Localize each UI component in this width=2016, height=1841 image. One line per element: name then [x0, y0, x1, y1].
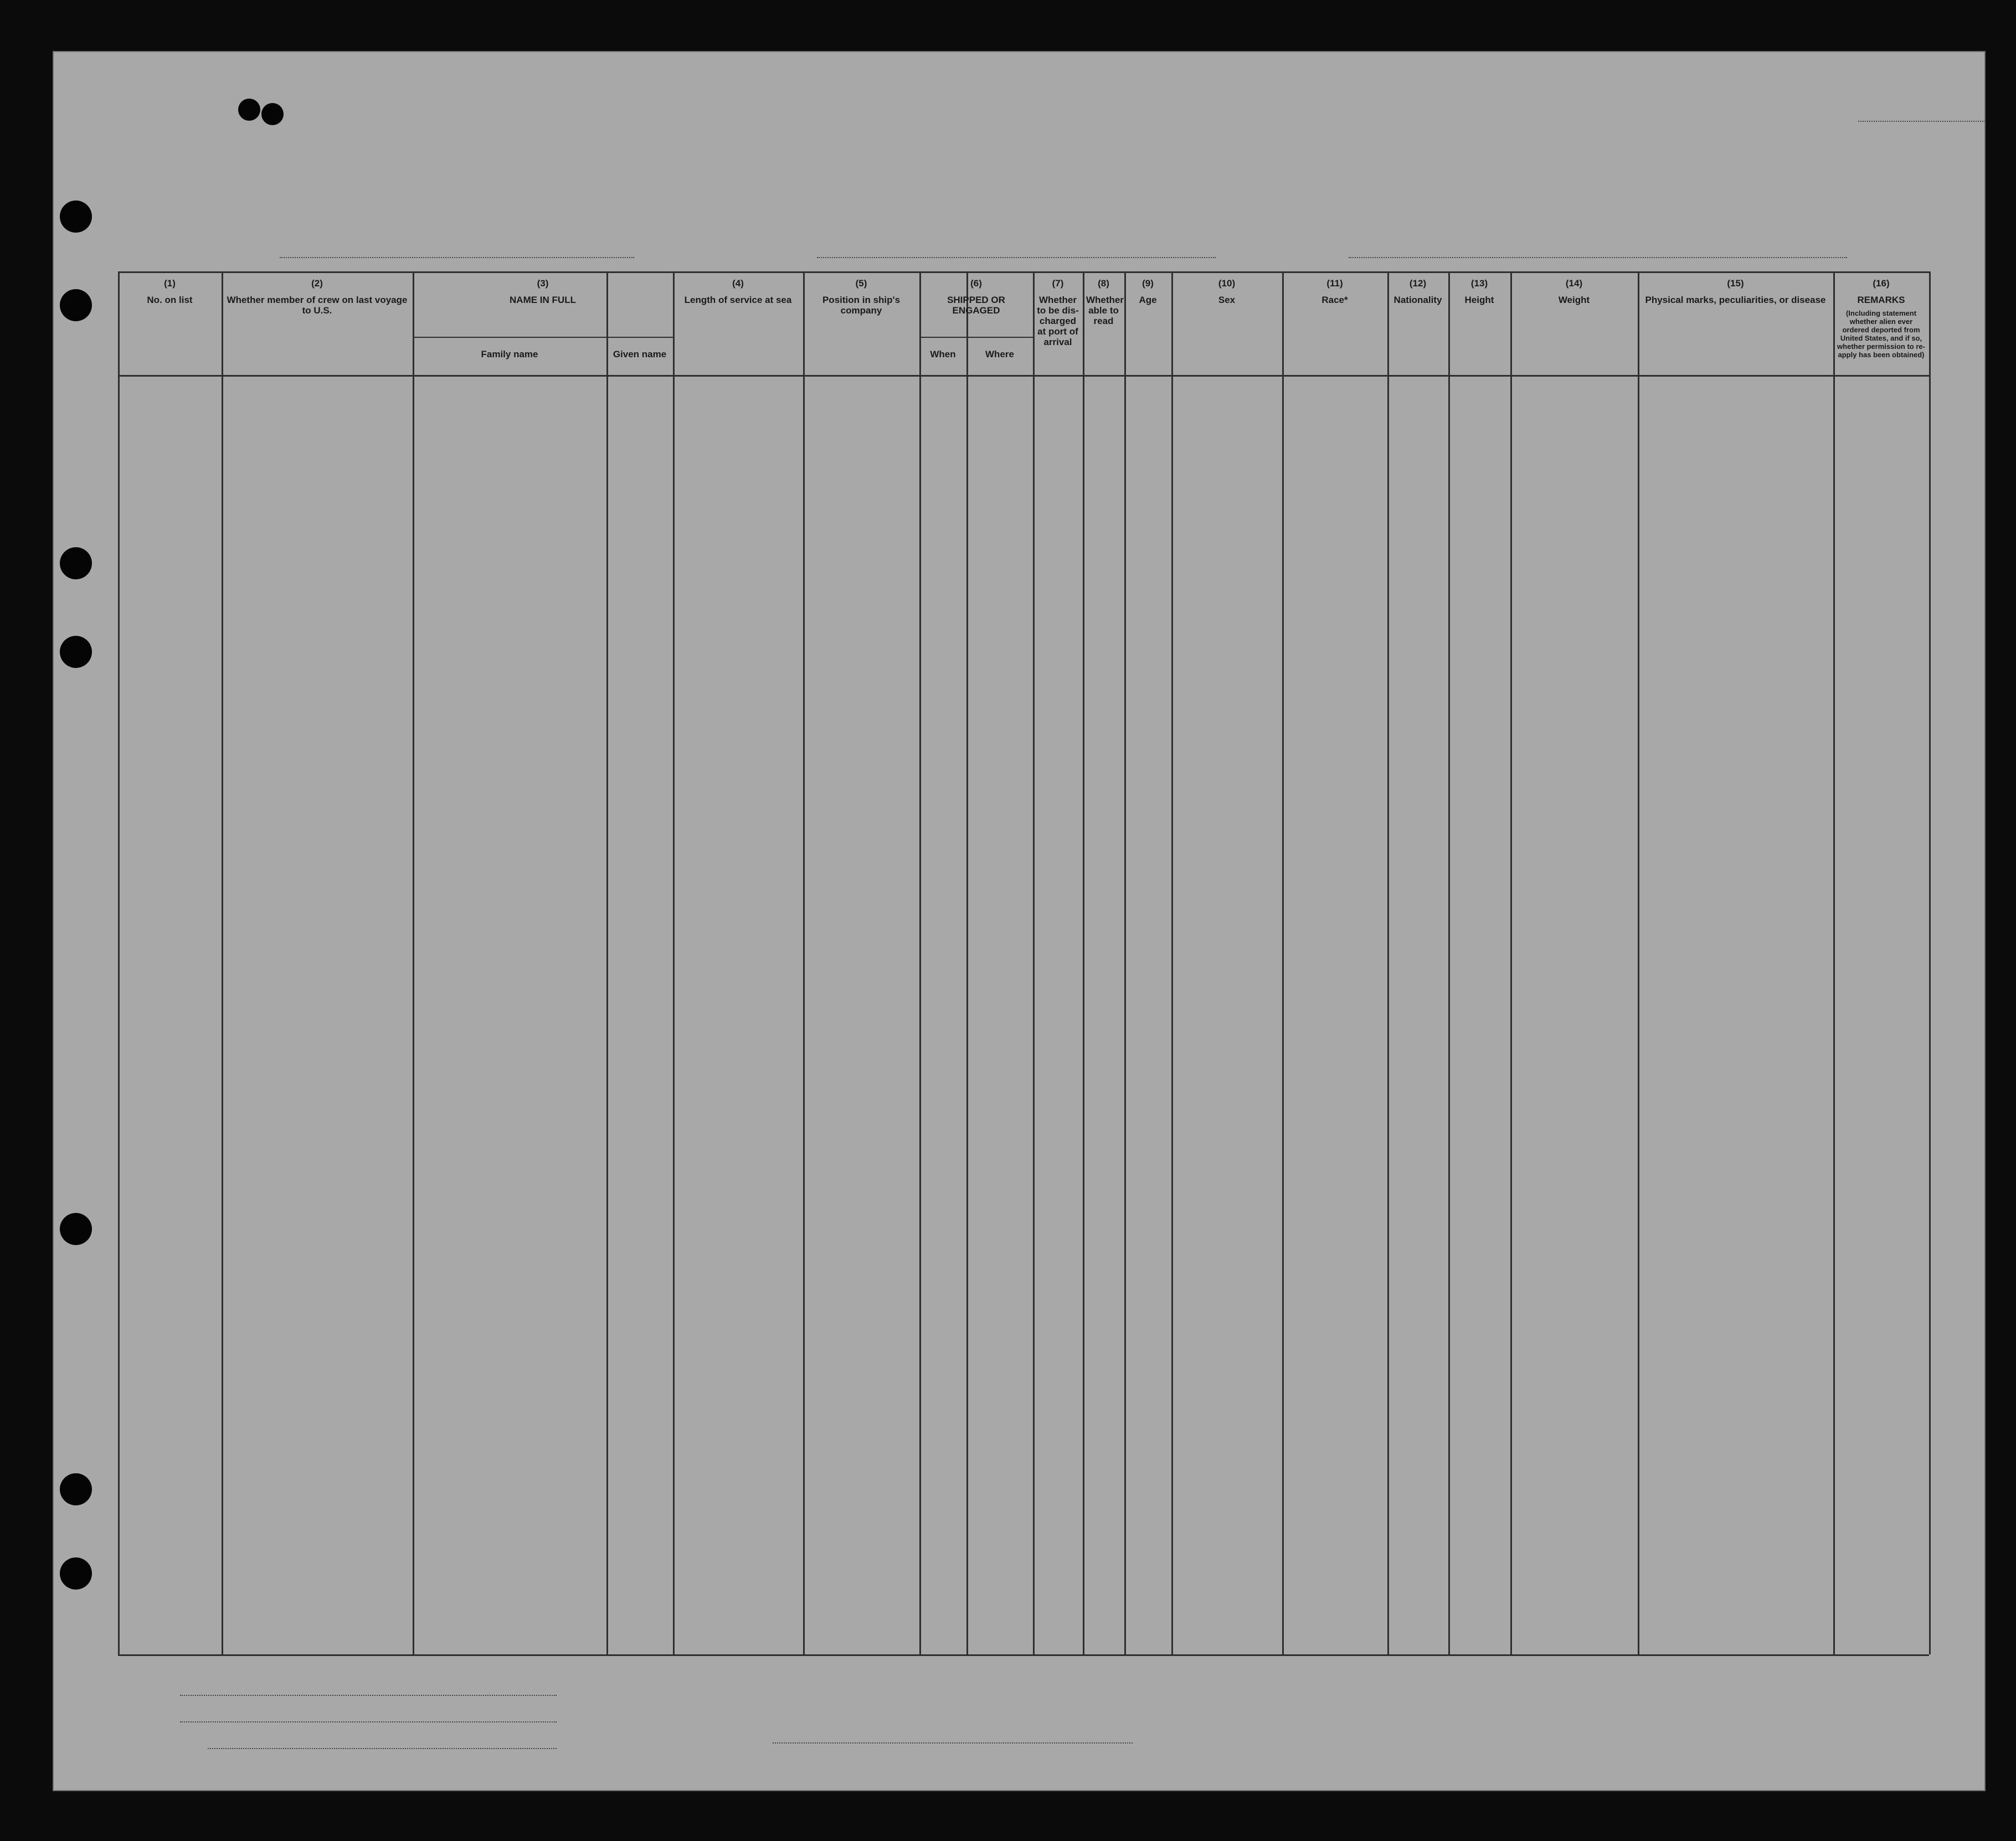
column-number: (10): [1218, 278, 1236, 289]
column-header: Nationality: [1393, 295, 1442, 305]
binder-hole: [60, 1473, 92, 1505]
agents-rule: [208, 1748, 557, 1749]
column-number: (1): [164, 278, 176, 289]
signature-rule: [773, 1742, 1133, 1744]
port-line: [817, 257, 1216, 258]
binder-hole: [60, 289, 92, 321]
column-rule: [803, 271, 805, 1654]
column-header: Height: [1464, 295, 1494, 305]
column-subheader: Where: [985, 349, 1014, 359]
line-rule: [180, 1695, 557, 1696]
sheet-no-line: [1858, 121, 1986, 122]
column-rule: [118, 271, 120, 1654]
column-header: Whether able to read: [1086, 295, 1124, 326]
subheader-rule: [919, 337, 1033, 338]
column-header: Physical marks, peculiarities, or disease: [1645, 295, 1826, 305]
binder-hole: [60, 636, 92, 668]
column-subheader: Family name: [481, 349, 538, 359]
column-rule: [606, 271, 608, 1654]
column-header: REMARKS: [1857, 295, 1905, 305]
arriving-line: [1349, 257, 1847, 258]
column-number: (4): [732, 278, 744, 289]
column-header: Position in ship's company: [822, 295, 901, 316]
column-rule: [1124, 271, 1126, 1654]
column-number: (8): [1098, 278, 1109, 289]
column-rule: [413, 271, 414, 1654]
column-rule: [1171, 271, 1173, 1654]
column-header: Sex: [1218, 295, 1236, 305]
column-header: Whether to be dis-charged at port of arrival: [1037, 295, 1079, 347]
column-number: (5): [855, 278, 867, 289]
column-header: NAME IN FULL: [510, 295, 576, 305]
column-number: (13): [1470, 278, 1488, 289]
column-subheader: When: [930, 349, 956, 359]
binder-hole: [60, 200, 92, 233]
column-rule: [966, 271, 968, 1654]
column-number: (12): [1409, 278, 1427, 289]
column-rule: [1282, 271, 1284, 1654]
column-header: Whether member of crew on last voyage to U.S.: [227, 295, 408, 316]
subheader-rule: [413, 337, 673, 338]
top-hole: [261, 103, 284, 125]
column-rule: [1638, 271, 1639, 1654]
binder-hole: [60, 1213, 92, 1245]
column-header: Age: [1139, 295, 1157, 305]
column-number: (3): [537, 278, 549, 289]
binder-hole: [60, 547, 92, 579]
column-number: (2): [311, 278, 323, 289]
column-header: No. on list: [147, 295, 193, 305]
column-number: (7): [1052, 278, 1064, 289]
vessel-line: [280, 257, 634, 258]
column-header: Length of service at sea: [684, 295, 792, 305]
binder-hole: [60, 1557, 92, 1590]
column-rule: [1387, 271, 1389, 1654]
column-header: Race*: [1321, 295, 1348, 305]
owners-rule: [180, 1721, 557, 1722]
column-rule: [1448, 271, 1450, 1654]
column-rule: [1929, 271, 1931, 1654]
column-rule: [919, 271, 921, 1654]
column-header: SHIPPED OR ENGAGED: [947, 295, 1005, 316]
column-number: (14): [1565, 278, 1583, 289]
column-number: (11): [1326, 278, 1343, 289]
column-rule: [673, 271, 675, 1654]
column-number: (6): [970, 278, 982, 289]
column-rule: [1833, 271, 1835, 1654]
manifest-sheet: [53, 51, 1986, 1791]
column-rule: [1083, 271, 1084, 1654]
table-bottom-rule: [118, 1654, 1929, 1656]
header-bottom-rule: [118, 375, 1929, 377]
table-top-rule: [118, 271, 1929, 273]
top-hole: [238, 99, 260, 121]
column-subheader: Given name: [613, 349, 667, 359]
column-number: (9): [1142, 278, 1154, 289]
column-number: (16): [1873, 278, 1890, 289]
column-number: (15): [1727, 278, 1744, 289]
column-rule: [1510, 271, 1512, 1654]
column-rule: [222, 271, 223, 1654]
column-rule: [1033, 271, 1035, 1654]
column-header-note: (Including statement whether alien ever ordered deported from United States, and if so, whether permission to re-apply has been obtained): [1837, 309, 1925, 359]
column-header: Weight: [1558, 295, 1590, 305]
